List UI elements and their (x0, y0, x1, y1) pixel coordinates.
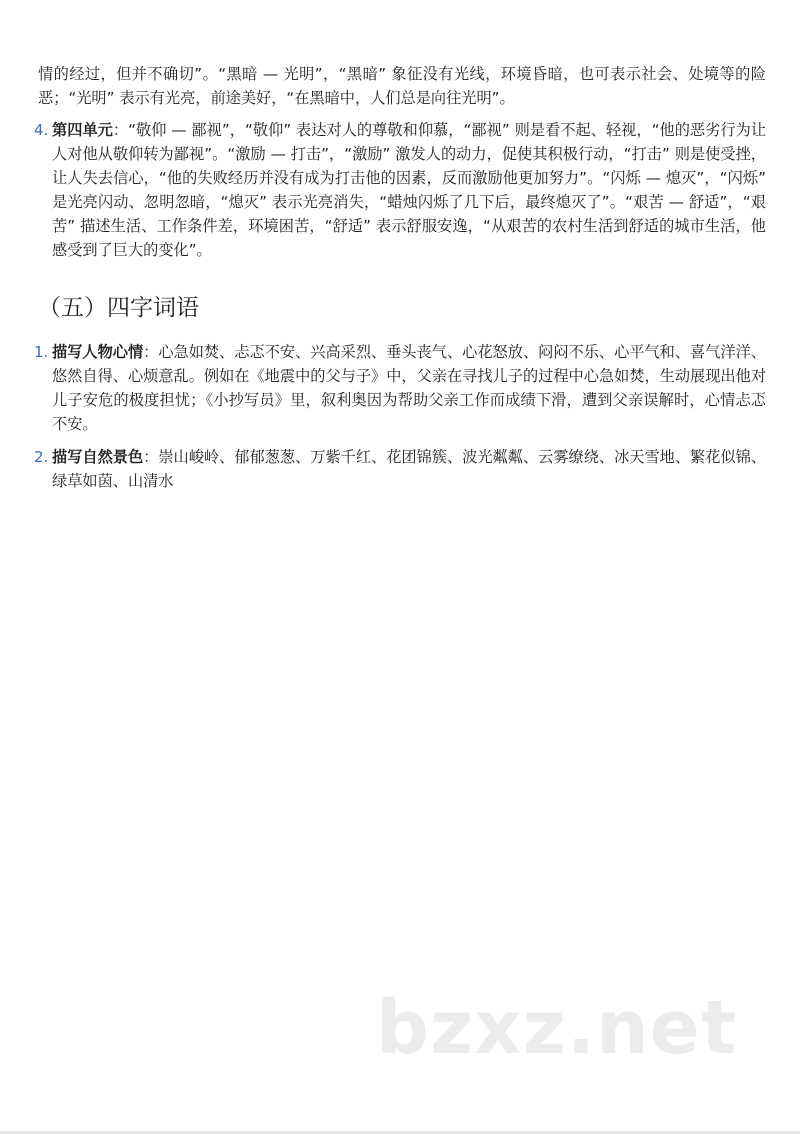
section-heading: （五）四字词语 (38, 295, 199, 321)
item-body: ：“敬仰 — 鄙视”，“敬仰” 表达对人的尊敬和仰慕，“鄙视” 则是看不起、轻视，“他的恶劣行为让人对他从敬仰转为鄙视”。“激励 — 打击”，“激励” 激发人的动力，促使其积极行动，“打击” 则是使受挫，让人失去信心，“他的失败经历并没有成为打击他的因素，反而激励他更加努力”。“闪烁 — 熄灭”，“闪烁” 是光亮闪动、忽明忽暗，“熄灭” 表示光亮消失，“蜡烛闪烁了几下后，最终熄灭了”。“艰苦 — 舒适”，“艰苦” 描述生活、工作条件差，环境困苦，“舒适” 表示舒服安逸，“从艰苦的农村生活到舒适的城市生活，他感受到了巨大的变化”。 (52, 121, 767, 259)
list-item (34, 340, 767, 436)
list-number: 2. (34, 448, 49, 466)
item-body: ：崇山峻岭、郁郁葱葱、万紫千红、花团锦簇、波光粼粼、云雾缭绕、冰天雪地、繁花似锦、绿草如茵、山清水 (52, 448, 767, 490)
four-character-list (34, 340, 767, 493)
item-lead: 描写自然景色 (52, 448, 144, 466)
intro-paragraph: 情的经过，但并不确切”。“黑暗 — 光明”，“黑暗” 象征没有光线，环境昏暗，也可表示社会、处境等的险恶；“光明” 表示有光亮，前途美好，“在黑暗中，人们总是向往光明”。 (38, 65, 766, 107)
item-lead: 第四单元 (52, 121, 113, 139)
item-body: ：心急如焚、忐忑不安、兴高采烈、垂头丧气、心花怒放、闷闷不乐、心平气和、喜气洋洋、悠然自得、心烦意乱。例如在《地震中的父与子》中，父亲在寻找儿子的过程中心急如焚，生动展现出他对儿子安危的极度担忧；《小抄写员》里，叙利奥因为帮助父亲工作而成绩下滑，遭到父亲误解时，心情忐忑不安。 (52, 343, 767, 433)
item-lead: 描写人物心情 (52, 343, 144, 361)
list-item (34, 445, 767, 493)
unit4-list (34, 118, 767, 262)
watermark: bzxz.net (376, 985, 738, 1071)
list-number: 4. (34, 121, 49, 139)
list-item (34, 118, 767, 262)
list-number: 1. (34, 343, 49, 361)
